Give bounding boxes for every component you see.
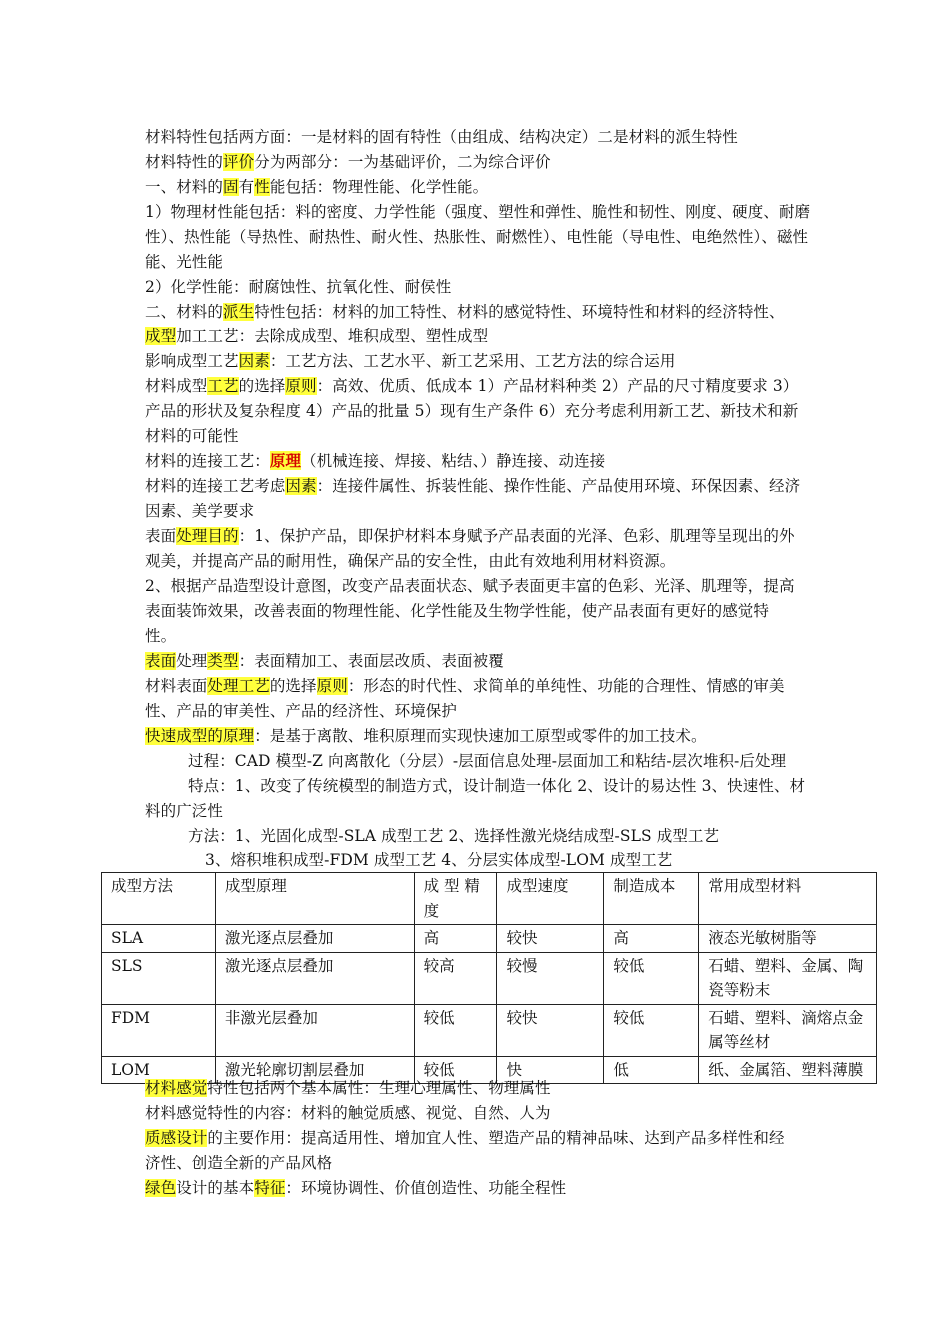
highlighted-text: 处理目的 — [176, 527, 239, 545]
text: 材料的可能性 — [145, 427, 239, 445]
table-header-cell: 成型方法 — [102, 873, 216, 925]
text: 特性包括：材料的加工特性、材料的感觉特性、环境特性和材料的经济特性、 — [254, 303, 785, 321]
highlighted-text: 质感设计 — [145, 1129, 208, 1147]
table-cell: 较低 — [604, 952, 699, 1004]
text: 处理 — [176, 652, 208, 670]
table-row — [102, 925, 877, 953]
text: 济性、创造全新的产品风格 — [145, 1154, 333, 1172]
table-header-cell: 制造成本 — [604, 873, 699, 925]
text: 能、光性能 — [145, 253, 224, 271]
text: ：连接件属性、拆装性能、操作性能、产品使用环境、环保因素、经济 — [316, 477, 801, 495]
highlighted-text: 绿色 — [145, 1179, 177, 1197]
text: 设计的基本 — [176, 1179, 255, 1197]
text: 3、熔积堆积成型-FDM 成型工艺 4、分层实体成型-LOM 成型工艺 — [205, 851, 673, 869]
para-surface-purpose-2 — [145, 549, 675, 574]
highlighted-text: 派生 — [223, 303, 255, 321]
para-physical-3 — [145, 250, 223, 275]
para-chemical — [145, 275, 451, 300]
table-cell: 较快 — [497, 1004, 604, 1056]
table-cell: 非激光层叠加 — [215, 1004, 414, 1056]
highlighted-text: 因素 — [238, 352, 270, 370]
table-row — [102, 952, 877, 1004]
text: 能包括：物理性能、化学性能。 — [269, 178, 489, 196]
para-texture-design-2 — [145, 1151, 332, 1176]
para-forming — [145, 324, 488, 349]
text: 1）物理材性能包括：料的密度、力学性能（强度、塑性和弹性、脆性和韧性、刚度、硬度、耐磨 — [145, 203, 811, 221]
para-selection-3 — [145, 424, 239, 449]
text: 材料的连接工艺： — [145, 452, 270, 470]
table-cell: 液态光敏树脂等 — [699, 925, 877, 953]
table-header-cell: 成型速度 — [497, 873, 604, 925]
para-methods-1 — [188, 824, 719, 849]
table-cell: 高 — [604, 925, 699, 953]
table-header-cell: 成型原理 — [215, 873, 414, 925]
para-joining-factors-2 — [145, 499, 254, 524]
text: 观美，并提高产品的耐用性，确保产品的安全性，由此有效地利用材料资源。 — [145, 552, 676, 570]
text: 的选择 — [269, 677, 317, 695]
highlighted-text: 评价 — [223, 153, 255, 171]
highlighted-text: 原理 — [269, 451, 302, 470]
table-cell: 纸、金属箔、塑料薄膜 — [699, 1056, 877, 1084]
para-inherent — [145, 175, 488, 200]
para-surface-types — [145, 649, 504, 674]
para-evaluation — [145, 150, 551, 175]
table-cell: 较快 — [497, 925, 604, 953]
para-features-2 — [145, 799, 223, 824]
highlighted-text: 工艺 — [207, 377, 239, 395]
text: （机械连接、焊接、粘结、）静连接、动连接 — [301, 452, 606, 470]
text: 过程：CAD 模型-Z 向离散化（分层）-层面信息处理-层面加工和粘结-层次堆积-后处理 — [188, 752, 787, 770]
para-surface-purpose-1 — [145, 524, 795, 549]
para-joining-factors-1 — [145, 474, 800, 499]
text: 性、产品的审美性、产品的经济性、环境保护 — [145, 702, 458, 720]
para-material-properties — [145, 125, 738, 150]
text: 料的广泛性 — [145, 802, 224, 820]
table-cell: FDM — [102, 1004, 216, 1056]
text: 性）、热性能（导热性、耐热性、耐火性、热胀性、耐燃性）、电性能（导电性、电绝然性）、磁性 — [145, 228, 809, 246]
highlighted-text: 材料感觉 — [145, 1079, 208, 1097]
text: 二、材料的 — [145, 303, 224, 321]
para-selection-1 — [145, 374, 798, 399]
highlighted-text: 快速成型的原理 — [145, 727, 255, 745]
para-physical-1 — [145, 200, 810, 225]
para-texture-design-1 — [145, 1126, 785, 1151]
highlighted-text: 成型 — [145, 327, 177, 345]
para-surface-purpose2-3 — [145, 624, 176, 649]
para-physical-2 — [145, 225, 808, 250]
text: 材料的连接工艺考虑 — [145, 477, 286, 495]
table-header-cell: 成 型 精 度 — [414, 873, 497, 925]
table-cell: 石蜡、塑料、金属、陶瓷等粉末 — [699, 952, 877, 1004]
table-cell: SLS — [102, 952, 216, 1004]
highlighted-text: 性 — [254, 178, 270, 196]
table-cell: 激光逐点层叠加 — [215, 952, 414, 1004]
text: 加工工艺：去除成成型、堆积成型、塑性成型 — [176, 327, 489, 345]
text: ：形态的时代性、求简单的单纯性、功能的合理性、情感的审美 — [347, 677, 785, 695]
text: 2）化学性能：耐腐蚀性、抗氧化性、耐侯性 — [145, 278, 452, 296]
text: ：表面精加工、表面层改质、表面被覆 — [238, 652, 504, 670]
para-process — [188, 749, 786, 774]
para-selection-2 — [145, 399, 798, 424]
forming-methods-table — [101, 872, 877, 1084]
para-surface-purpose2-2 — [145, 599, 769, 624]
text: 材料特性包括两方面：一是材料的固有特性（由组成、结构决定）二是材料的派生特性 — [145, 128, 738, 146]
highlighted-text: 处理工艺 — [207, 677, 270, 695]
table-header-cell: 常用成型材料 — [699, 873, 877, 925]
text: 性。 — [145, 627, 177, 645]
table-cell: 激光逐点层叠加 — [215, 925, 414, 953]
text: ：是基于离散、堆积原理而实现快速加工原型或零件的加工技术。 — [254, 727, 707, 745]
para-surface-principles-1 — [145, 674, 785, 699]
para-methods-2 — [205, 848, 672, 873]
table-cell: SLA — [102, 925, 216, 953]
highlighted-text: 特征 — [254, 1179, 286, 1197]
highlighted-text: 因素 — [285, 477, 317, 495]
para-factors — [145, 349, 675, 374]
table-cell: 高 — [414, 925, 497, 953]
text: 分为两部分：一为基础评价，二为综合评价 — [254, 153, 551, 171]
text: ：高效、优质、低成本 1）产品材料种类 2）产品的尺寸精度要求 3） — [316, 377, 799, 395]
text: 特点：1、改变了传统模型的制造方式，设计制造一体化 2、设计的易达性 3、快速性、材 — [188, 777, 806, 795]
text: ：环境协调性、价值创造性、功能全程性 — [285, 1179, 567, 1197]
para-derived — [145, 300, 785, 325]
text: 方法：1、光固化成型-SLA 成型工艺 2、选择性激光烧结成型-SLS 成型工艺 — [188, 827, 720, 845]
highlighted-text: 表面 — [145, 652, 177, 670]
table-cell: LOM — [102, 1056, 216, 1084]
para-rapid-proto — [145, 724, 707, 749]
text: 一、材料的 — [145, 178, 224, 196]
para-green-design — [145, 1176, 566, 1201]
table-cell: 较低 — [414, 1004, 497, 1056]
text: 的选择 — [238, 377, 286, 395]
text: 材料成型 — [145, 377, 208, 395]
highlighted-text: 固 — [223, 178, 239, 196]
text: 有 — [238, 178, 255, 196]
text: 表面 — [145, 527, 177, 545]
table-cell: 较低 — [604, 1004, 699, 1056]
text: 产品的形状及复杂程度 4）产品的批量 5）现有生产条件 6）充分考虑利用新工艺、新技术和新 — [145, 402, 799, 420]
para-joining — [145, 449, 605, 474]
para-sensory-content — [145, 1101, 551, 1126]
table-cell: 较高 — [414, 952, 497, 1004]
text: 的主要作用：提高适用性、增加宜人性、塑造产品的精神品味、达到产品多样性和经 — [207, 1129, 785, 1147]
table-row — [102, 1004, 877, 1056]
para-sensory — [145, 1076, 551, 1101]
text: 材料特性的 — [145, 153, 224, 171]
table-cell: 较慢 — [497, 952, 604, 1004]
highlighted-text: 类型 — [207, 652, 239, 670]
para-surface-purpose2-1 — [145, 574, 795, 599]
text: 因素、美学要求 — [145, 502, 255, 520]
text: 2、根据产品造型设计意图，改变产品表面状态、赋予表面更丰富的色彩、光泽、肌理等，提高 — [145, 577, 795, 595]
highlighted-text: 原则 — [316, 677, 348, 695]
text: ：1、保护产品，即保护材料本身赋予产品表面的光泽、色彩、肌理等呈现出的外 — [238, 527, 795, 545]
highlighted-text: 原则 — [285, 377, 317, 395]
table-header-row — [102, 873, 877, 925]
text: 影响成型工艺 — [145, 352, 239, 370]
para-features-1 — [188, 774, 805, 799]
table-cell: 低 — [604, 1056, 699, 1084]
table-cell: 较低 — [414, 1056, 497, 1084]
text: 材料感觉特性的内容：材料的触觉质感、视觉、自然、人为 — [145, 1104, 551, 1122]
table-cell: 石蜡、塑料、滴熔点金属等丝材 — [699, 1004, 877, 1056]
para-surface-principles-2 — [145, 699, 457, 724]
text: 特性包括两个基本属性：生理心理属性、物理属性 — [207, 1079, 551, 1097]
text: ：工艺方法、工艺水平、新工艺采用、工艺方法的综合运用 — [269, 352, 676, 370]
table-cell: 激光轮廓切割层叠加 — [215, 1056, 414, 1084]
text: 材料表面 — [145, 677, 208, 695]
table-cell: 快 — [497, 1056, 604, 1084]
text: 表面装饰效果，改善表面的物理性能、化学性能及生物学性能，使产品表面有更好的感觉特 — [145, 602, 770, 620]
